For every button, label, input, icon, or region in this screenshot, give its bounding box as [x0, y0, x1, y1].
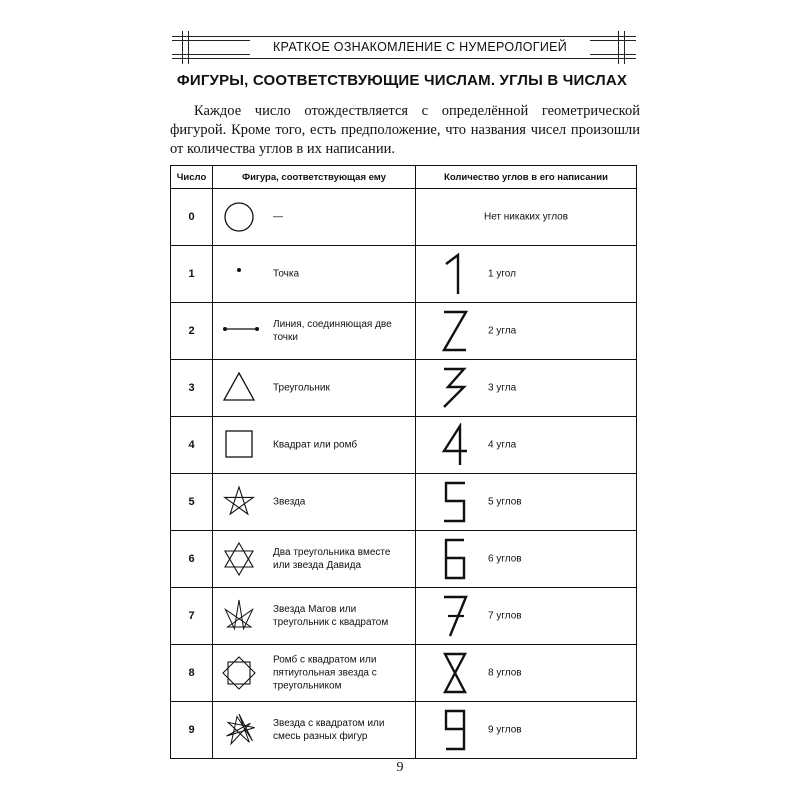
- figure-cell: [213, 645, 416, 702]
- angles-cell: [416, 531, 637, 588]
- hexagram-icon: [221, 541, 257, 577]
- angles-label: Нет никаких углов: [483, 211, 569, 223]
- table-row: [171, 531, 637, 588]
- page-number: 9: [396, 760, 404, 775]
- table-row: [171, 645, 637, 702]
- header-number: Число: [171, 166, 213, 189]
- figure-cell: [213, 474, 416, 531]
- header-ornament: [188, 31, 189, 64]
- header-ornament: [618, 31, 619, 64]
- angles-label: 8 углов: [488, 667, 522, 679]
- circle-icon: [221, 199, 257, 235]
- digit-1-icon: [440, 252, 470, 296]
- intro-line-2: Кроме того, есть предположение, что названия чисел произошли от количества углов в их написании.: [170, 122, 641, 157]
- intro-paragraph: [170, 102, 640, 159]
- angles-cell: [416, 588, 637, 645]
- digit-6-icon: [440, 537, 470, 581]
- figure-cell: [213, 189, 416, 246]
- header-ornament: [182, 31, 183, 64]
- row-number: 2: [171, 303, 213, 360]
- figure-label: —: [273, 211, 283, 223]
- table-row: [171, 303, 637, 360]
- figure-label: Линия, соединяющая две точки: [273, 319, 392, 343]
- pentagram-icon: [221, 484, 257, 520]
- line-icon: [221, 313, 261, 349]
- figure-label: Ромб с квадратом или пятиугольная звезда с треугольником: [273, 654, 377, 692]
- angles-cell: [416, 189, 637, 246]
- table-row: [171, 474, 637, 531]
- angles-cell: [416, 417, 637, 474]
- angles-label: 7 углов: [488, 610, 522, 622]
- angles-label: 3 угла: [488, 382, 517, 394]
- figure-cell: [213, 360, 416, 417]
- header-figure: Фигура, соответствующая ему: [213, 166, 416, 189]
- dot-icon: [221, 256, 257, 292]
- angles-cell: [416, 246, 637, 303]
- square-icon: [221, 427, 257, 463]
- figure-label: Звезда с квадратом или смесь разных фигур: [273, 718, 385, 742]
- row-number: 3: [171, 360, 213, 417]
- triangle-icon: [221, 370, 257, 406]
- numbers-table: [170, 165, 637, 759]
- digit-8-icon: [440, 651, 470, 695]
- figure-cell: [213, 417, 416, 474]
- angles-cell: [416, 474, 637, 531]
- row-number: 5: [171, 474, 213, 531]
- figure-cell: [213, 531, 416, 588]
- header-rule: [172, 58, 636, 59]
- row-number: 8: [171, 645, 213, 702]
- table-row: [171, 417, 637, 474]
- row-number: 6: [171, 531, 213, 588]
- octagram-icon: [221, 655, 257, 691]
- figure-label: Два треугольника вместе или звезда Давида: [273, 547, 391, 571]
- angles-label: 2 угла: [488, 325, 517, 337]
- digit-5-icon: [440, 480, 470, 524]
- digit-7-icon: [440, 594, 470, 638]
- angles-cell: [416, 645, 637, 702]
- angles-cell: [416, 360, 637, 417]
- digit-3-icon: [440, 366, 470, 410]
- angles-label: 9 углов: [488, 724, 522, 736]
- row-number: 0: [171, 189, 213, 246]
- angles-label: 4 угла: [488, 439, 517, 451]
- figure-cell: [213, 246, 416, 303]
- angles-cell: [416, 303, 637, 360]
- figure-cell: [213, 702, 416, 759]
- running-title: КРАТКОЕ ОЗНАКОМЛЕНИЕ С НУМЕРОЛОГИЕЙ: [250, 38, 590, 56]
- figure-label: Квадрат или ромб: [273, 439, 358, 451]
- digit-4-icon: [440, 423, 470, 467]
- table-row: [171, 588, 637, 645]
- angles-label: 1 угол: [488, 268, 516, 280]
- table-row: [171, 189, 637, 246]
- section-title: ФИГУРЫ, СООТВЕТСТВУЮЩИЕ ЧИСЛАМ. УГЛЫ В ЧИСЛАХ: [176, 72, 628, 89]
- enneagram-icon: [221, 712, 257, 748]
- digit-2-icon: [440, 309, 470, 353]
- table-row: [171, 360, 637, 417]
- header-ornament: [624, 31, 625, 64]
- table-row: [171, 702, 637, 759]
- table-header-row: [171, 166, 637, 189]
- angles-label: 6 углов: [488, 553, 522, 565]
- angles-label: 5 углов: [488, 496, 522, 508]
- row-number: 9: [171, 702, 213, 759]
- figure-label: Звезда: [273, 496, 306, 508]
- header-rule: [172, 36, 636, 37]
- angles-cell: [416, 702, 637, 759]
- digit-9-icon: [440, 708, 470, 752]
- header-angles: Количество углов в его написании: [416, 166, 637, 189]
- figure-label: Точка: [273, 268, 300, 280]
- row-number: 7: [171, 588, 213, 645]
- intro-line-1: Каждое число отождествляется с определённой геометрической фигурой.: [170, 103, 640, 138]
- row-number: 4: [171, 417, 213, 474]
- table-row: [171, 246, 637, 303]
- row-number: 1: [171, 246, 213, 303]
- heptagram-icon: [221, 598, 257, 634]
- figure-label: Звезда Магов или треугольник с квадратом: [273, 604, 389, 628]
- figure-label: Треугольник: [273, 382, 330, 394]
- figure-cell: [213, 588, 416, 645]
- figure-cell: [213, 303, 416, 360]
